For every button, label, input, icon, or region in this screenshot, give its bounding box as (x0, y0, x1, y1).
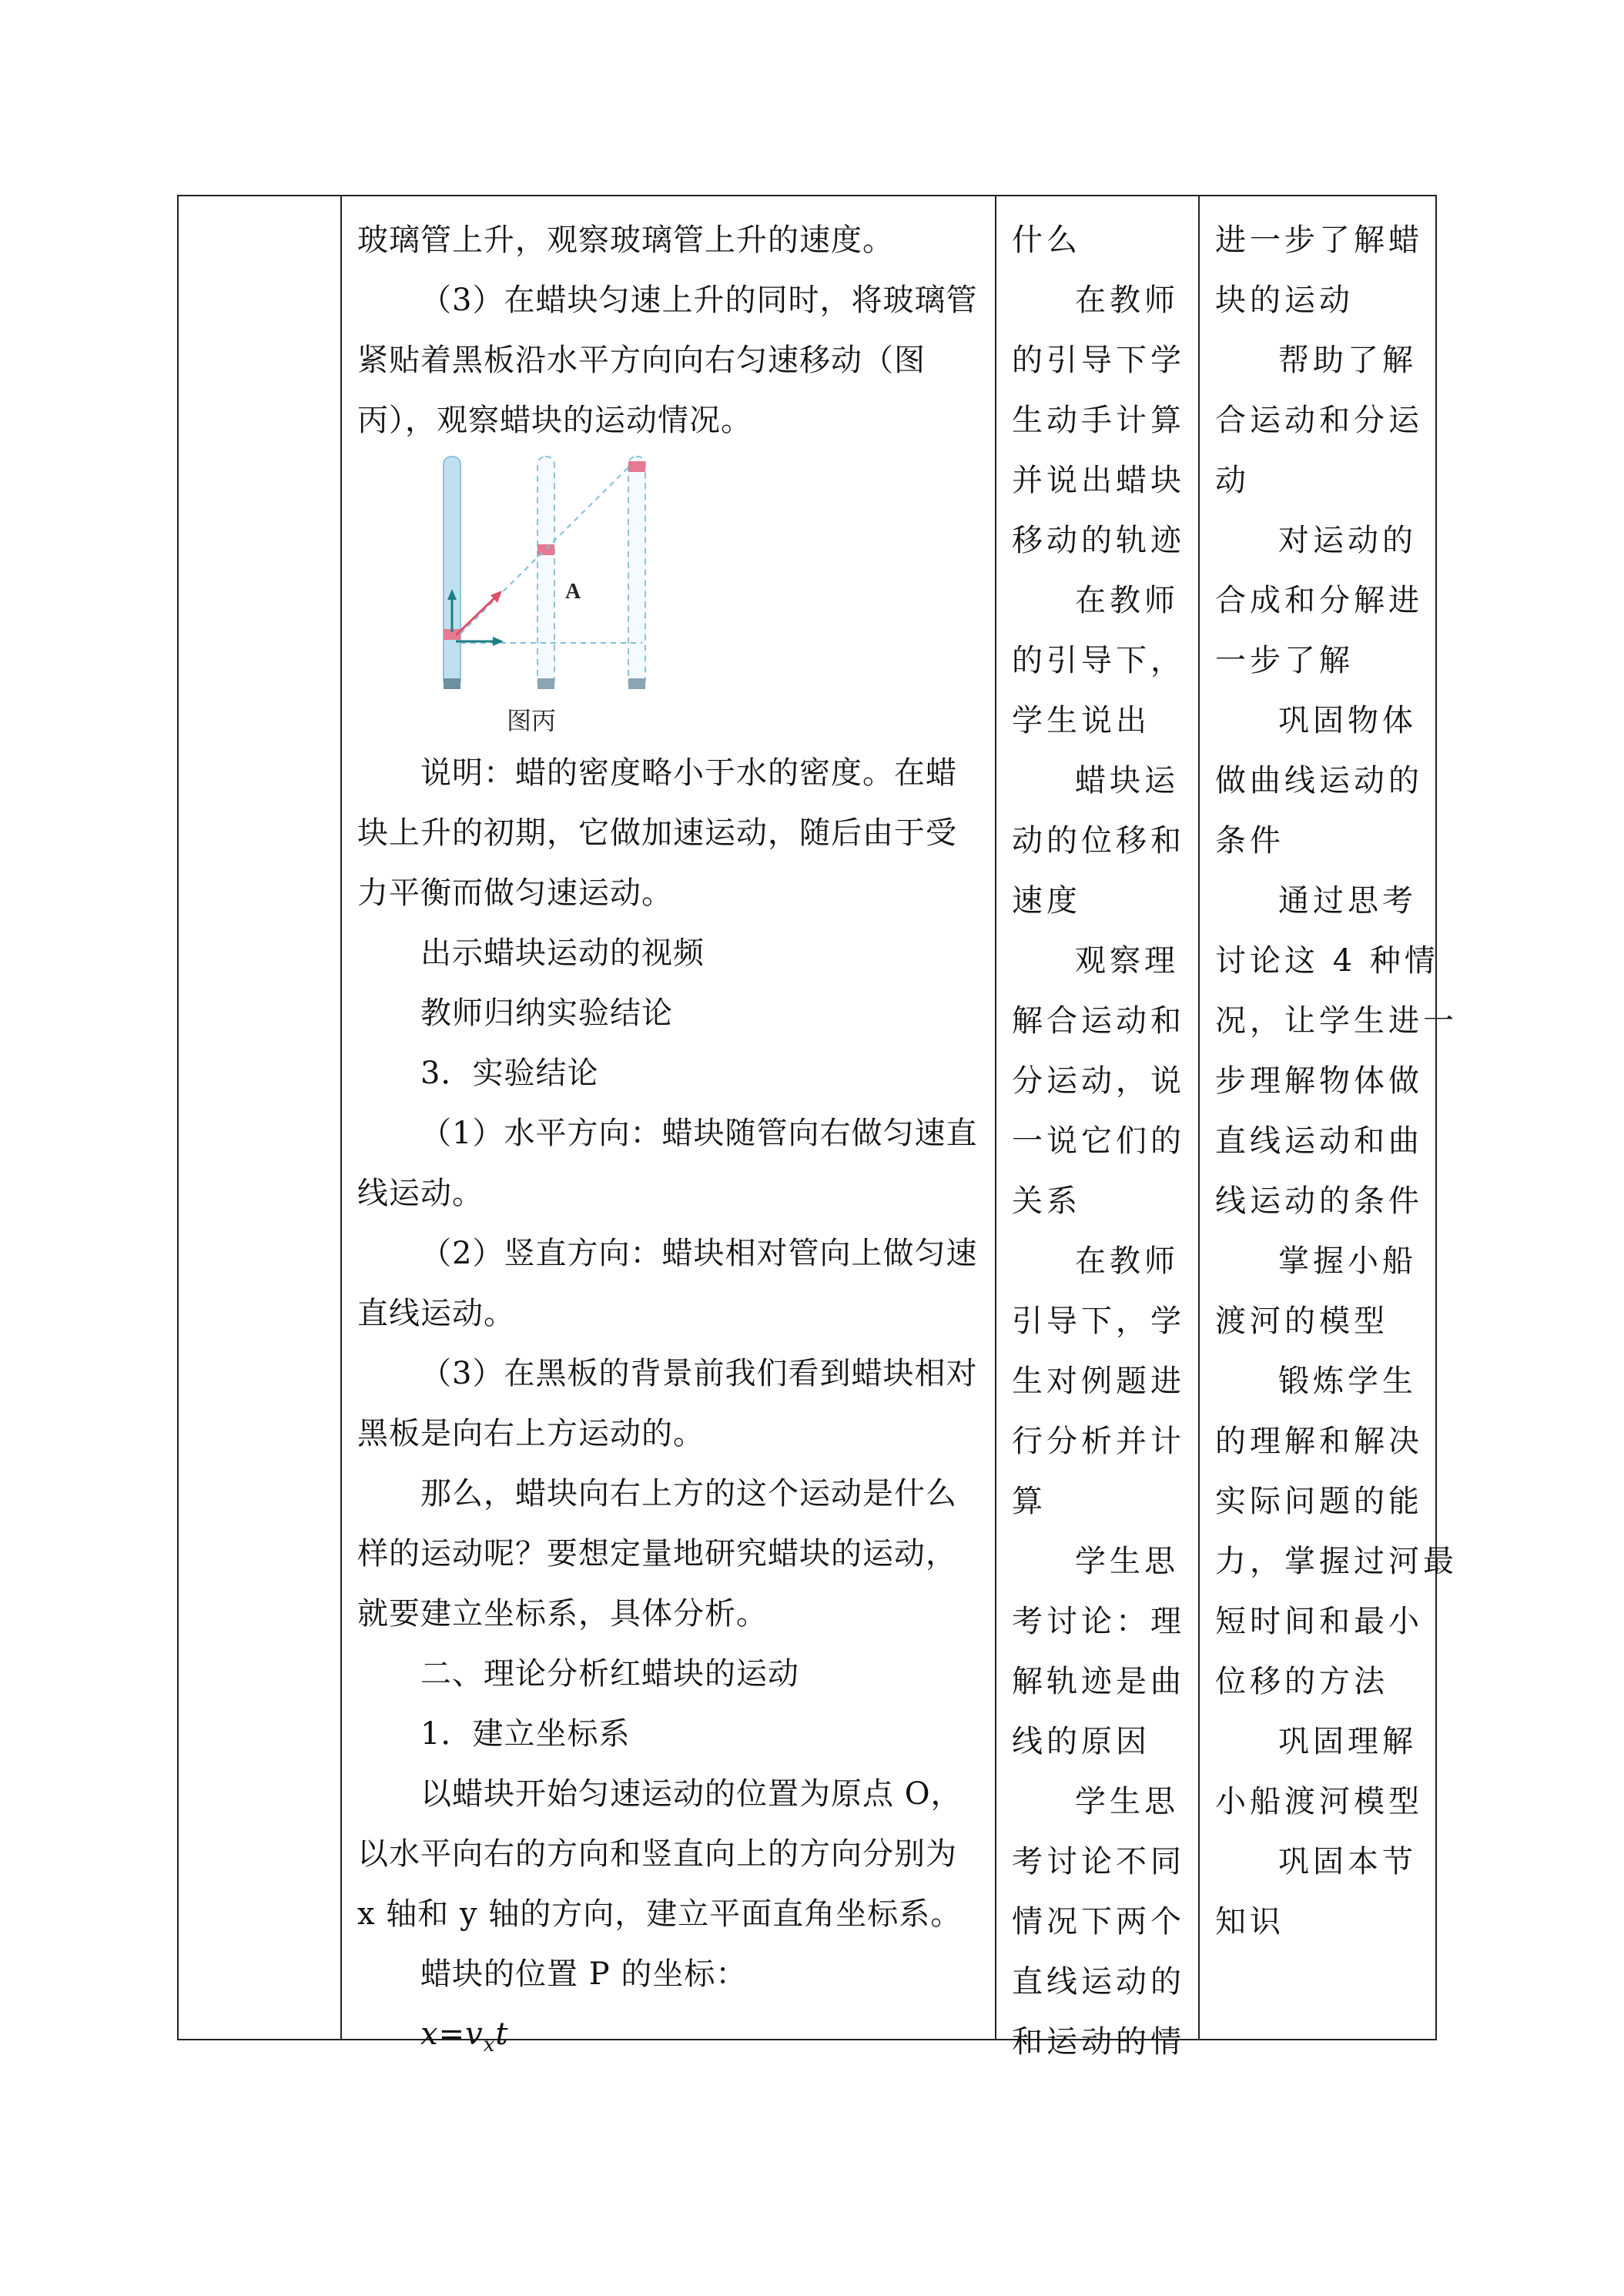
section-heading: 二、理论分析红蜡块的运动 (420, 1656, 799, 1692)
column-line: 在教师 (1075, 1243, 1179, 1279)
section-heading: 1．建立坐标系 (420, 1716, 631, 1752)
column-line: 做曲线运动的 (1215, 763, 1423, 798)
column-line: 短时间和最小 (1215, 1604, 1423, 1639)
column-line: 帮助了解 (1278, 343, 1417, 378)
content-line: 直线运动。 (357, 1296, 515, 1331)
column-line: 考讨论：理 (1012, 1604, 1185, 1639)
glass-tube-moved (628, 457, 645, 688)
wax-block (537, 544, 554, 555)
column-line: 直线运动的 (1012, 1964, 1185, 2000)
column-line: 和运动的情 (1012, 2024, 1185, 2060)
column-line: 学生思 (1075, 1784, 1179, 1819)
content-line: 以蜡块开始匀速运动的位置为原点 O， (420, 1776, 963, 1812)
arrowhead (493, 637, 504, 646)
content-line: 就要建立坐标系，具体分析。 (357, 1596, 768, 1632)
column-line: 生动手计算 (1012, 403, 1185, 438)
content-line: （3）在蜡块匀速上升的同时，将玻璃管 (420, 283, 978, 318)
column-line: 移动的轨迹 (1012, 523, 1185, 558)
column-line: 动的位移和 (1012, 823, 1185, 858)
section-heading: 3．实验结论 (420, 1056, 599, 1091)
content-line: （3）在黑板的背景前我们看到蜡块相对 (420, 1356, 978, 1391)
content-line: 紧贴着黑板沿水平方向向右匀速移动（图 (357, 343, 926, 378)
column-line: 对运动的 (1278, 523, 1417, 558)
formula-v: v (465, 2017, 484, 2052)
content-line: 样的运动呢？要想定量地研究蜡块的运动， (357, 1536, 957, 1571)
column-line: 学生思 (1075, 1544, 1179, 1579)
column-line: 条件 (1215, 823, 1284, 858)
column-line: 知识 (1215, 1904, 1284, 1940)
content-line: 黑板是向右上方运动的。 (357, 1416, 705, 1451)
formula-line (357, 2004, 981, 2064)
teaching-content-column (342, 196, 996, 2057)
tube-stopper (444, 678, 460, 689)
content-line: 蜡块的位置 P 的坐标： (420, 1956, 748, 1992)
content-line: 以水平向右的方向和竖直向上的方向分别为 (357, 1836, 957, 1872)
column-line: 引导下，学 (1012, 1304, 1185, 1339)
lesson-table (177, 195, 1458, 2060)
column-line: 直线运动和曲 (1215, 1123, 1423, 1159)
column-line: 线的原因 (1012, 1724, 1150, 1759)
column-line: 的引导下， (1012, 643, 1185, 678)
content-line: 丙），观察蜡块的运动情况。 (357, 403, 752, 438)
column-line: 巩固物体 (1278, 703, 1417, 738)
formula-t: t (495, 2017, 509, 2052)
glass-tube (444, 457, 460, 688)
column-line: 合运动和分运 (1215, 403, 1423, 438)
column-line: 算 (1012, 1484, 1046, 1519)
content-line: 线运动。 (357, 1176, 484, 1211)
formula-x: x (420, 2017, 439, 2052)
column-line: 情况下两个 (1012, 1904, 1185, 1940)
content-line: 教师归纳实验结论 (420, 996, 673, 1031)
column-line: 速度 (1012, 883, 1081, 919)
column-line: 行分析并计 (1012, 1424, 1185, 1459)
column-line: 掌握小船 (1278, 1243, 1417, 1279)
column-line: 进一步了解蜡 (1215, 223, 1423, 258)
column-line: 讨论这 4 种情 (1215, 943, 1439, 979)
column-line: 蜡块运 (1075, 763, 1179, 798)
content-line: 力平衡而做匀速运动。 (357, 875, 673, 911)
column-line: 况，让学生进一 (1215, 1003, 1458, 1039)
content-line: x 轴和 y 轴的方向，建立平面直角坐标系。 (357, 1896, 963, 1932)
column-line: 块的运动 (1215, 283, 1354, 318)
column-line: 小船渡河模型 (1215, 1784, 1423, 1819)
tube-stopper (628, 678, 645, 689)
column-line: 位移的方法 (1215, 1664, 1388, 1699)
column-line: 的理解和解决 (1215, 1424, 1423, 1459)
column-line: 实际问题的能 (1215, 1484, 1423, 1519)
column-line: 合成和分解进 (1215, 583, 1423, 618)
column-line: 渡河的模型 (1215, 1304, 1388, 1339)
column-line: 力，掌握过河最 (1215, 1544, 1458, 1579)
formula-equals: = (438, 2017, 466, 2052)
wax-block-figure (357, 450, 1012, 743)
content-line: 块上升的初期，它做加速运动，随后由于受 (357, 815, 957, 851)
column-line: 生对例题进 (1012, 1364, 1185, 1399)
column-line: 在教师 (1075, 583, 1179, 618)
column-line: 考讨论不同 (1012, 1844, 1185, 1879)
column-line: 巩固本节 (1278, 1844, 1417, 1879)
formula-subscript: x (483, 2033, 496, 2057)
column-line: 在教师 (1075, 283, 1179, 318)
wax-block (628, 461, 645, 472)
design-intent-column (1200, 196, 1458, 2039)
column-line: 一步了解 (1215, 643, 1354, 678)
column-line: 解轨迹是曲 (1012, 1664, 1185, 1699)
resultant-velocity-arrow (456, 597, 496, 635)
column-line: 锻炼学生 (1278, 1364, 1417, 1399)
content-line: 出示蜡块运动的视频 (420, 935, 705, 971)
content-line: 那么，蜡块向右上方的这个运动是什么 (420, 1476, 957, 1511)
column-line: 动 (1215, 463, 1250, 498)
content-line: （2）竖直方向：蜡块相对管向上做匀速 (420, 1236, 978, 1271)
column-line: 并说出蜡块 (1012, 463, 1185, 498)
column-line: 分运动，说 (1012, 1063, 1185, 1099)
content-line: 说明：蜡的密度略小于水的密度。在蜡 (420, 755, 957, 791)
column-line: 一说它们的 (1012, 1123, 1185, 1159)
column-line: 什么 (1012, 223, 1081, 258)
figure-caption: 图丙 (507, 706, 557, 735)
column-line: 步理解物体做 (1215, 1063, 1423, 1099)
column-line: 通过思考 (1278, 883, 1417, 919)
stage-column (179, 196, 340, 2039)
column-line: 关系 (1012, 1183, 1081, 1219)
content-line: （1）水平方向：蜡块随管向右做匀速直 (420, 1116, 978, 1151)
content-line: 玻璃管上升，观察玻璃管上升的速度。 (357, 223, 894, 258)
column-line: 学生说出 (1012, 703, 1150, 738)
student-activity-column (996, 196, 1200, 2060)
column-line: 巩固理解 (1278, 1724, 1417, 1759)
column-line: 线运动的条件 (1215, 1183, 1423, 1219)
glass-tube-moved (537, 457, 554, 688)
point-label: A (565, 580, 581, 604)
glass-tube-diagram (419, 450, 727, 743)
column-line: 的引导下学 (1012, 343, 1185, 378)
column-line: 观察理 (1075, 943, 1179, 979)
tube-stopper (537, 678, 554, 689)
column-line: 解合运动和 (1012, 1003, 1185, 1039)
